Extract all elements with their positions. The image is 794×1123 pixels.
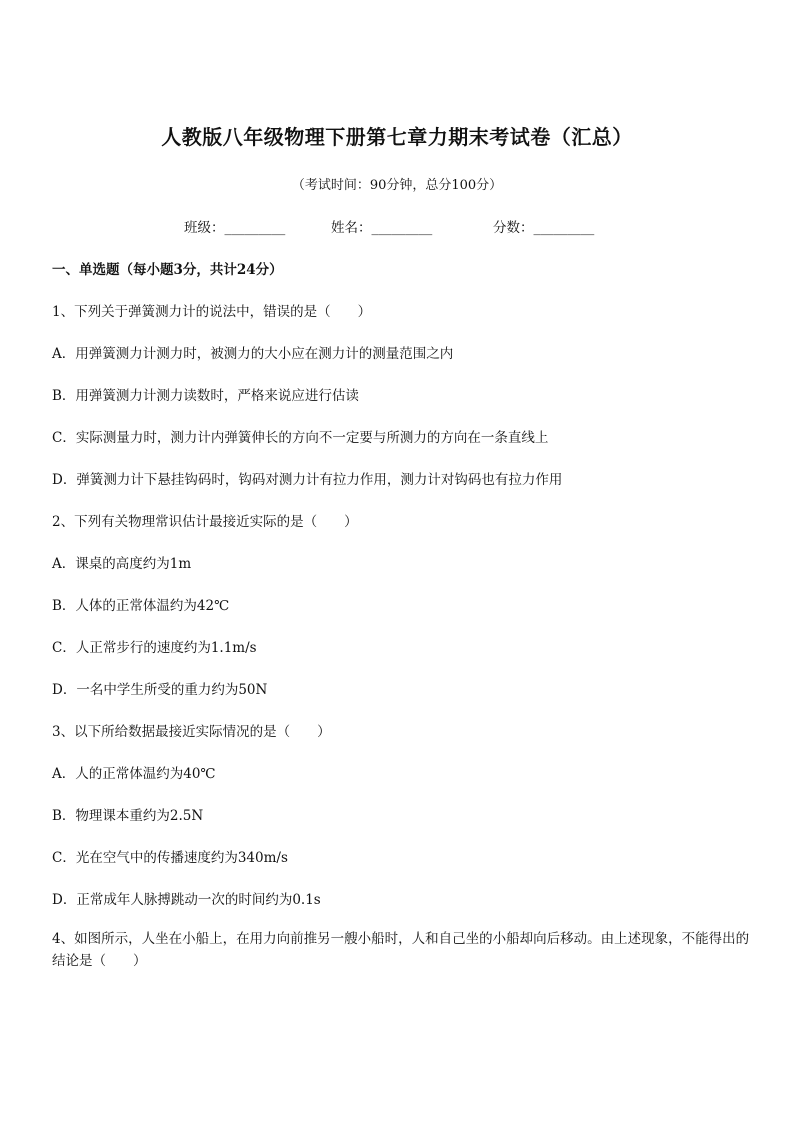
section-heading: 一、单选题（每小题3分，共计24分） xyxy=(52,262,283,278)
class-field: 班级：_________ xyxy=(184,220,286,236)
question-1-option-d: D．弹簧测力计下悬挂钩码时，钩码对测力计有拉力作用，测力计对钩码也有拉力作用 xyxy=(52,472,563,488)
question-2-option-b: B．人体的正常体温约为42℃ xyxy=(52,598,230,614)
question-1-option-b: B．用弹簧测力计测力读数时，严格来说应进行估读 xyxy=(52,388,359,404)
question-1-option-c: C．实际测量力时，测力计内弹簧伸长的方向不一定要与所测力的方向在一条直线上 xyxy=(52,430,549,446)
question-2-option-c: C．人正常步行的速度约为1.1m/s xyxy=(52,640,257,656)
question-stem-4: 4、如图所示，人坐在小船上，在用力向前推另一艘小船时，人和自己坐的小船却向后移动。由上述现象，不能得出的结论是（ ） xyxy=(52,931,750,969)
question-stem-3: 3、以下所给数据最接近实际情况的是（ ） xyxy=(52,724,331,740)
question-3-option-d: D．正常成年人脉搏跳动一次的时间约为0.1s xyxy=(52,892,321,908)
question-3-option-b: B．物理课本重约为2.5N xyxy=(52,808,204,824)
question-1-option-a: A．用弹簧测力计测力时，被测力的大小应在测力计的测量范围之内 xyxy=(52,346,454,362)
question-2-option-d: D．一名中学生所受的重力约为50N xyxy=(52,682,268,698)
question-3-option-c: C．光在空气中的传播速度约为340m/s xyxy=(52,850,288,866)
question-stem-2: 2、下列有关物理常识估计最接近实际的是（ ） xyxy=(52,514,358,530)
exam-subtitle: （考试时间：90分钟，总分100分） xyxy=(291,178,503,193)
name-field: 姓名：_________ xyxy=(331,220,433,236)
question-stem-1: 1、下列关于弹簧测力计的说法中，错误的是（ ） xyxy=(52,304,372,320)
question-3-option-a: A．人的正常体温约为40℃ xyxy=(52,766,216,782)
score-field: 分数：_________ xyxy=(493,220,595,236)
exam-title: 人教版八年级物理下册第七章力期末考试卷（汇总） xyxy=(161,125,633,149)
question-2-option-a: A．课桌的高度约为1m xyxy=(52,556,192,572)
